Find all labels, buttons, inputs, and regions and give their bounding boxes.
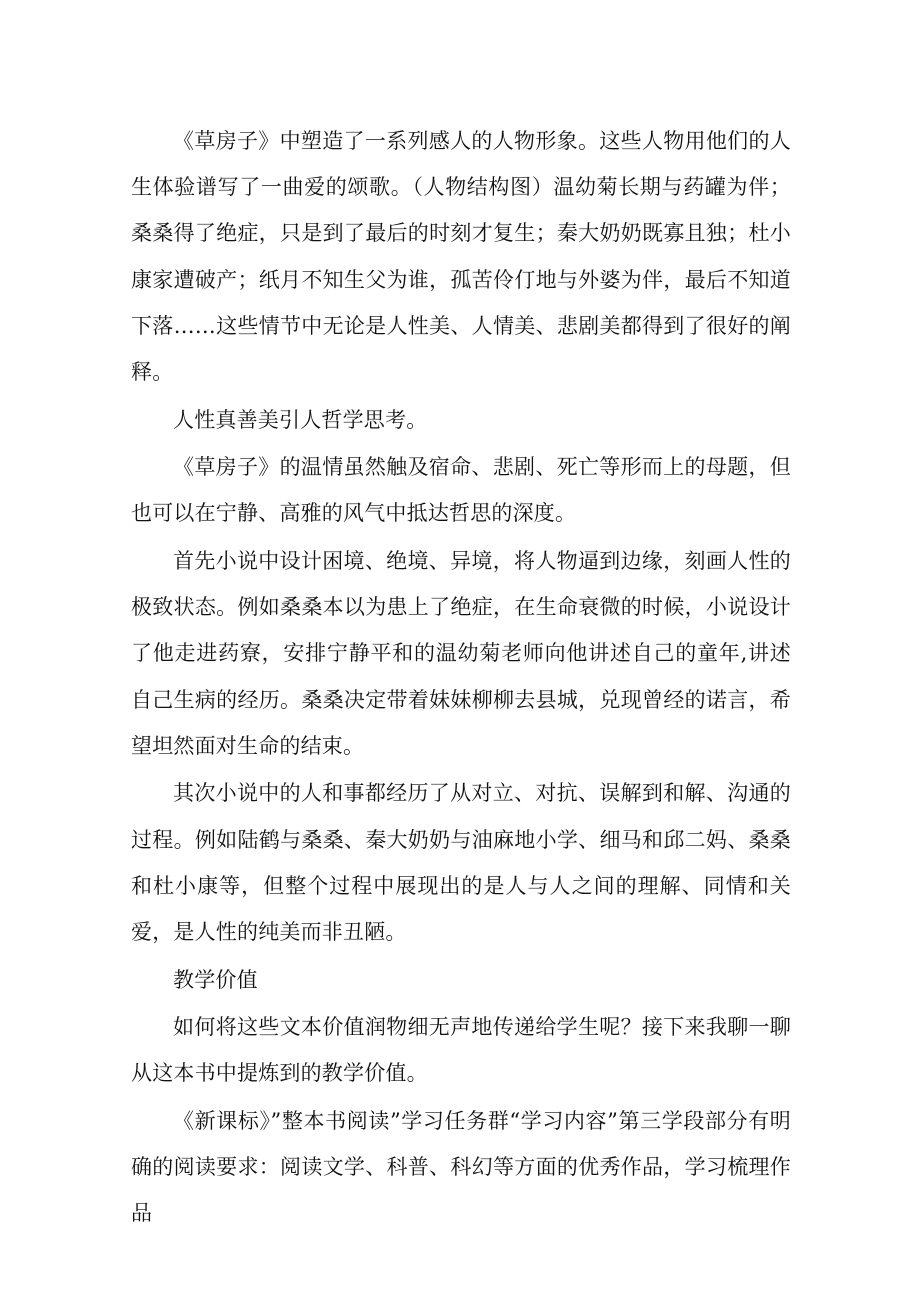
paragraph-teaching-intro: 如何将这些文本价值润物细无声地传递给学生呢？接下来我聊一聊从这本书中提炼到的教学价值。 [131, 1015, 791, 1086]
paragraph-philosophy: 《草房子》的温情虽然触及宿命、悲剧、死亡等形而上的母题，但也可以在宁静、高雅的风气中抵达哲思的深度。 [131, 455, 791, 526]
paragraph-first-design: 首先小说中设计困境、绝境、异境，将人物逼到边缘，刻画人性的极致状态。例如桑桑本以为患上了绝症，在生命衰微的时候，小说设计了他走进药寮，安排宁静平和的温幼菊老师向他讲述自己的童年,讲述自己生病的经历。桑桑决定带着妹妹柳柳去县城，兑现曾经的诺言，希望坦然面对生命的结束。 [131, 549, 791, 758]
paragraph-characters: 《草房子》中塑造了一系列感人的人物形象。这些人物用他们的人生体验谱写了一曲爱的颂歌。（人物结构图）温幼菊长期与药罐为伴；桑桑得了绝症，只是到了最后的时刻才复生；秦大奶奶既寡且独；杜小康家遭破产；纸月不知生父为谁，孤苦伶仃地与外婆为伴，最后不知道下落……这些情节中无论是人性美、人情美、悲剧美都得到了很好的阐释。 [131, 129, 791, 385]
paragraph-second-process: 其次小说中的人和事都经历了从对立、对抗、误解到和解、沟通的过程。例如陆鹤与桑桑、秦大奶奶与油麻地小学、细马和邱二妈、桑桑和杜小康等，但整个过程中展现出的是人与人之间的理解、同情和关爱，是人性的纯美而非丑陋。 [131, 781, 791, 945]
paragraph-curriculum: 《新课标》”整本书阅读”学习任务群“学习内容”第三学段部分有明确的阅读要求：阅读文学、科普、科幻等方面的优秀作品，学习梳理作品 [131, 1109, 791, 1226]
subheading-teaching-value: 教学价值 [173, 967, 258, 992]
subheading-human-nature: 人性真善美引人哲学思考。 [173, 407, 428, 432]
document-body [131, 118, 791, 1238]
